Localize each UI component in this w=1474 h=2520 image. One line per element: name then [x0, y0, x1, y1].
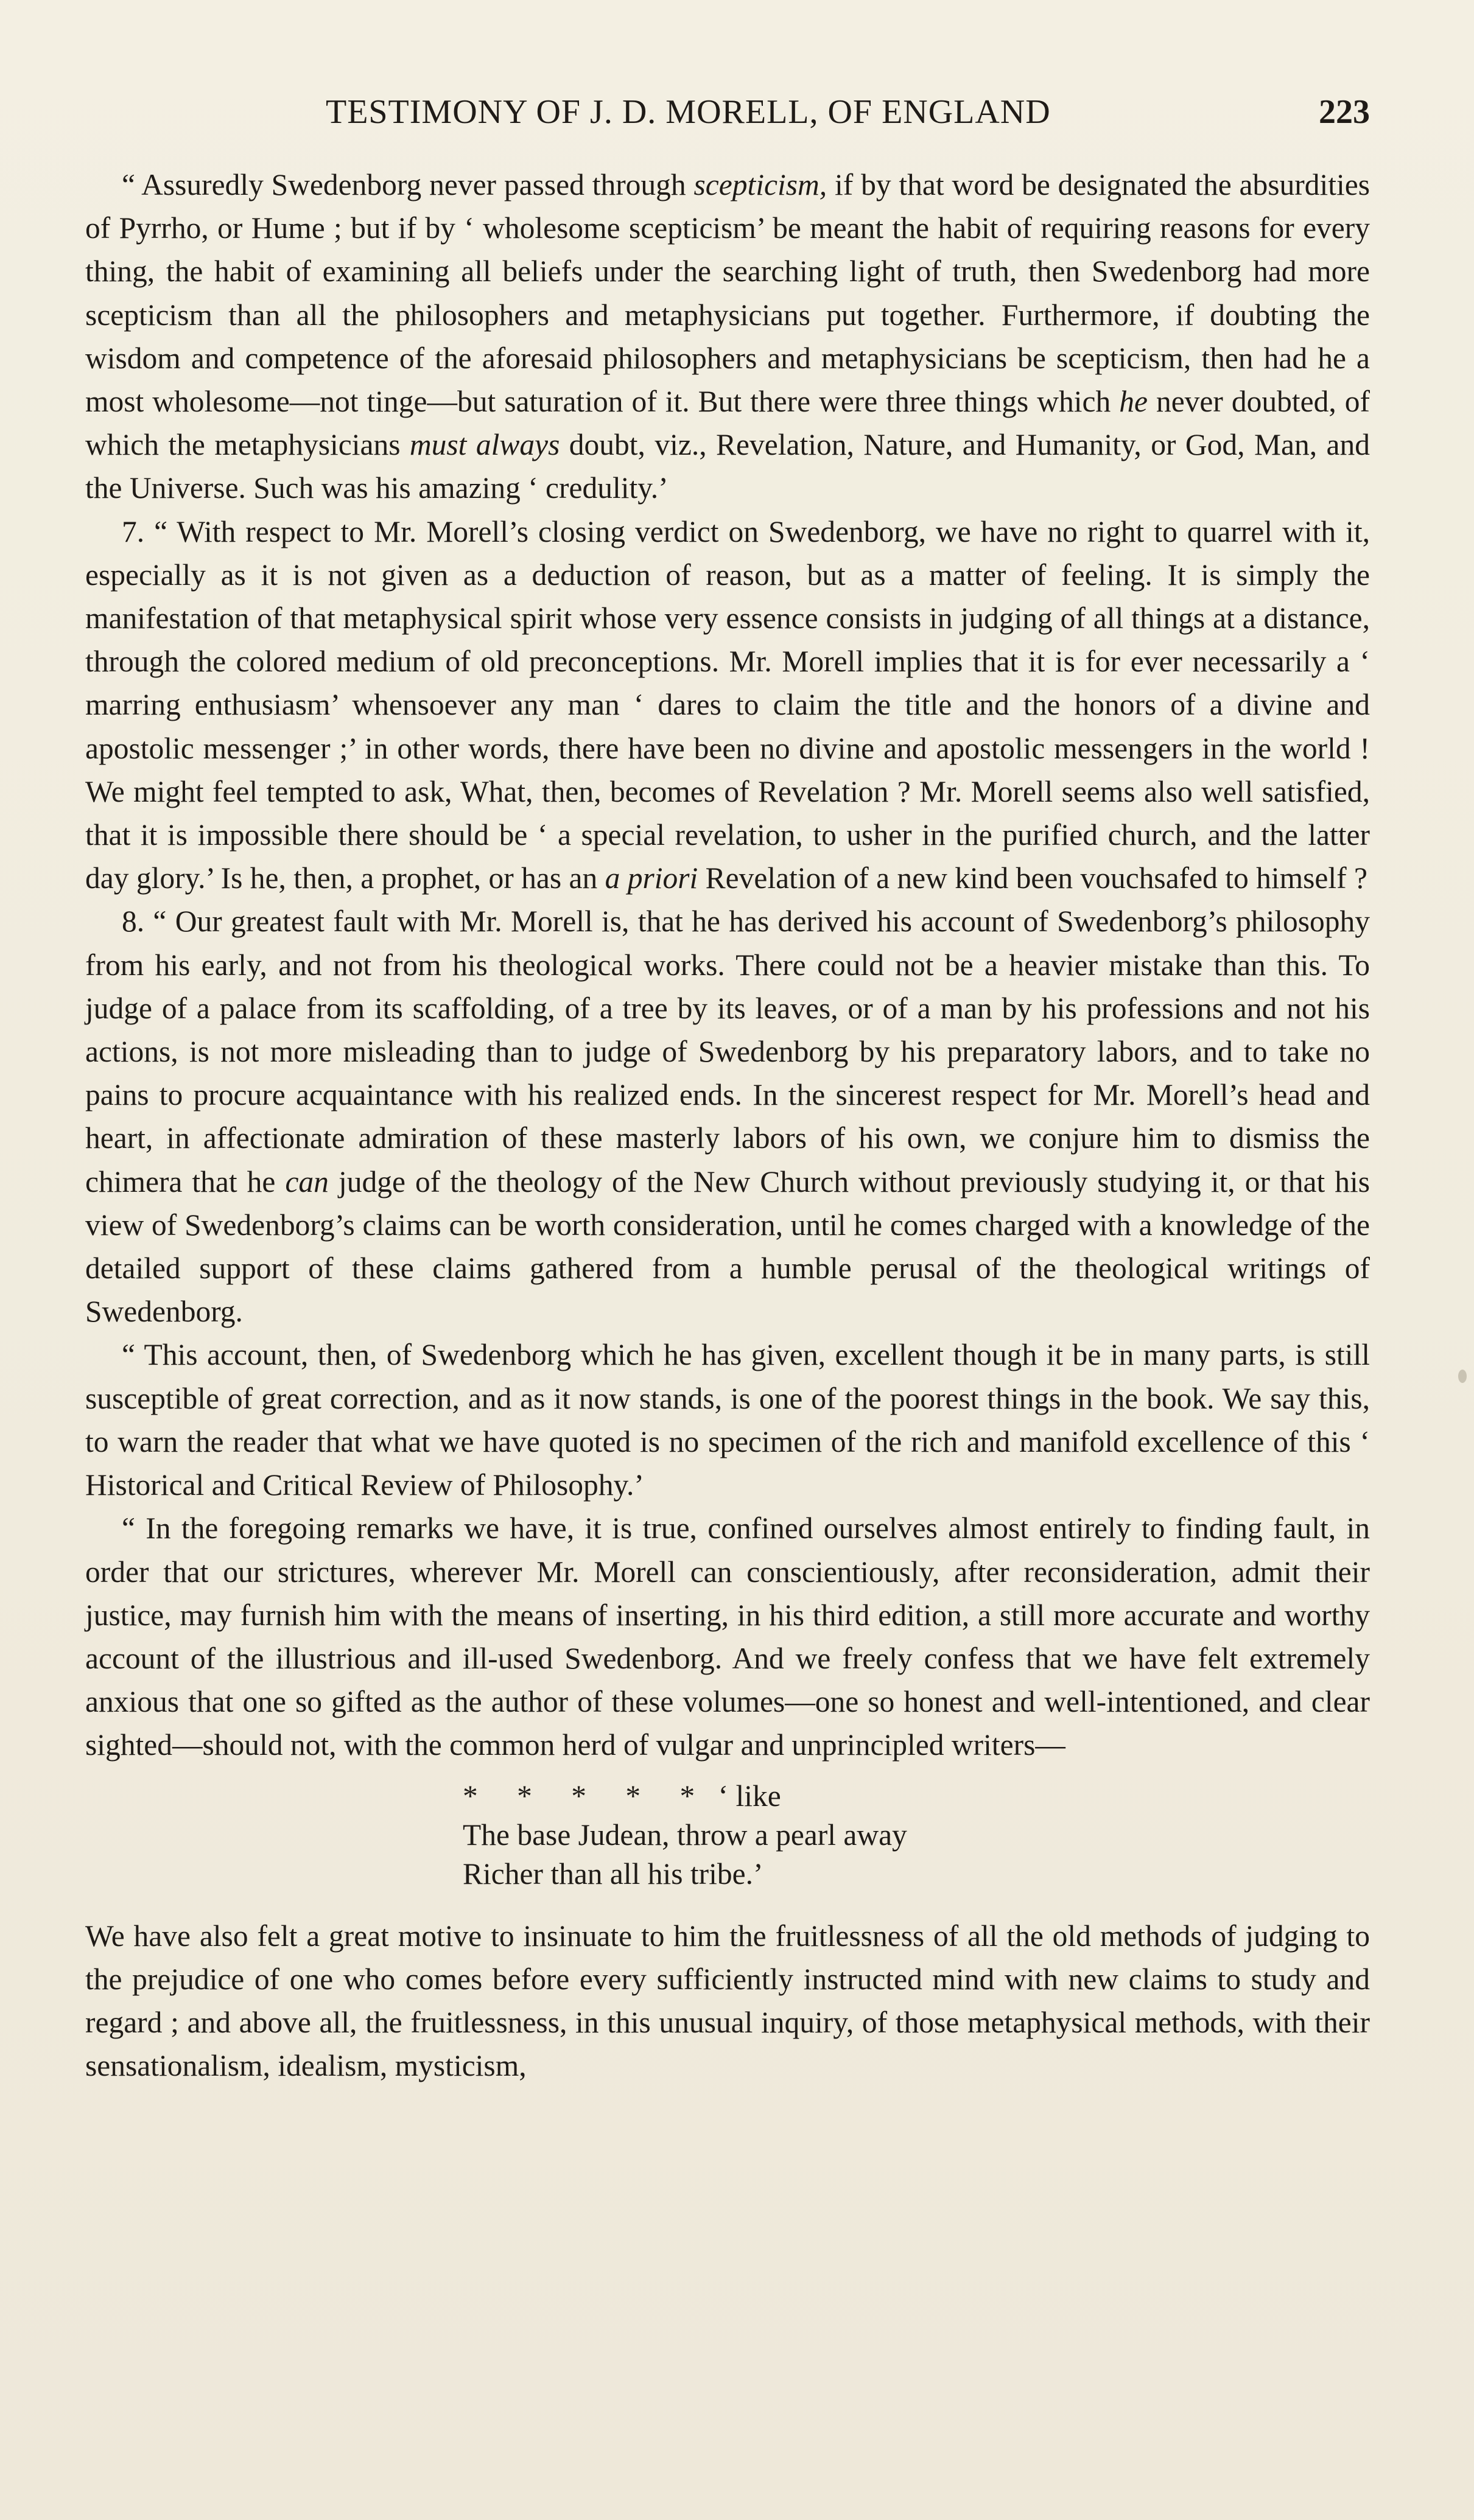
text-run: 7. “ With respect to Mr. Morell’s closing verdict on Swedenborg, we have no right to quarrel with it, especially as it is not given as a deduction of reason, but as a matter of feeling. It is simply the manifestation of that metaphysical spirit whose very essence consists in judging of all things at a distance, through the colored medium of old preconceptions. Mr. Morell implies that it is for ever necessarily a ‘ marring enthusiasm’ whensoever any man ‘ dares to claim the title and the honors of a divine and apostolic messenger ;’ in other words, there have been no divine and apostolic messengers in the world ! We might feel tempted to ask, What, then, becomes of Revelation ? Mr. Morell seems also well satisfied, that it is impossible there should be ‘ a special revelation, to usher in the purified church, and the latter day glory.’ Is he, then, a prophet, or has an: [85, 514, 1370, 895]
italic-run: must always: [409, 428, 560, 462]
paragraph-8: [85, 900, 1370, 1333]
text-run: never doubted, of which the metaphysicians: [85, 385, 1370, 462]
italic-run: can: [285, 1164, 329, 1199]
verse-line-3: Richer than all his tribe.’: [463, 1857, 763, 1891]
verse-line-2: The base Judean, throw a pearl away: [463, 1818, 907, 1852]
text-run: doubt, viz., Revelation, Nature, and Humanity, or God, Man, and the Universe. Such was his amazing ‘ credulity.’: [85, 428, 1370, 505]
page-number: 223: [1319, 93, 1370, 131]
body-text: [85, 163, 1370, 2087]
margin-mark: [1458, 1370, 1467, 1383]
text-run: Revelation of a new kind been vouchsafed to himself ?: [698, 861, 1367, 895]
verse-text: ‘ like: [718, 1779, 781, 1813]
page-header: [85, 93, 1370, 141]
paragraph-foregoing: “ In the foregoing remarks we have, it is true, confined ourselves almost entirely to finding fault, in order that our strictures, wherever Mr. Morell can conscientiously, after reconsideration, admit their justice, may furnish him with the means of inserting, in his third edition, a still more accurate and worthy account of the illustrious and ill-used Swedenborg. And we freely confess that we have felt extremely anxious that one so gifted as the author of these volumes—one so honest and well-intentioned, and clear sighted—should not, with the common herd of vulgar and unprincipled writers—: [85, 1511, 1370, 1762]
paragraph-account: “ This account, then, of Swedenborg which he has given, excellent though it be in many parts, is still susceptible of great correction, and as it now stands, is one of the poorest things in the book. We say this, to warn the reader that what we have quoted is no specimen of the rich and manifold excellence of this ‘ Historical and Critical Review of Philosophy.’: [85, 1338, 1370, 1502]
text-run: if by that word be designated the absurdities of Pyrrho, or Hume ; but if by ‘ wholesome scepticism’ be meant the habit of requiring reasons for every thing, the habit of examining all beliefs under the searching light of truth, then Swedenborg had more scepticism than all the philosophers and metaphysicians put together. Furthermore, if doubting the wisdom and competence of the aforesaid philosophers and metaphysicians be scepticism, then had he a most wholesome—not tinge—but saturation of it. But there were three things which: [85, 168, 1370, 419]
text-run: judge of the theology of the New Church without previously studying it, or that his view of Swedenborg’s claims can be worth consideration, until he comes charged with a knowledge of the detailed support of these claims gathered from a humble perusal of the theological writings of Swedenborg.: [85, 1164, 1370, 1329]
verse-stars: * * * * *: [463, 1779, 711, 1813]
italic-run: a priori: [605, 861, 698, 895]
text-run: 8. “ Our greatest fault with Mr. Morell is, that he has derived his account of Swedenborg’s philosophy from his early, and not from his theological works. There could not be a heavier mistake than this. To judge of a palace from its scaffolding, of a tree by its leaves, or of a man by his professions and not his actions, is not more misleading than to judge of Swedenborg by his preparatory labors, and to take no pains to procure acquaintance with his realized ends. In the sincerest respect for Mr. Morell’s head and heart, in affectionate admiration of these masterly labors of his own, we conjure him to dismiss the chimera that he: [85, 905, 1370, 1199]
running-title: TESTIMONY OF J. D. MORELL, OF ENGLAND: [326, 93, 1051, 131]
verse-quotation: [85, 1777, 1370, 1894]
italic-run: he: [1119, 385, 1148, 419]
italic-run: scepticism,: [693, 168, 827, 201]
paragraph-motive: We have also felt a great motive to insinuate to him the fruitlessness of all the old methods of judging to the prejudice of one who comes before every sufficiently instructed mind with new claims to study and regard ; and above all, the fruitlessness, in this unusual inquiry, of those metaphysical methods, with their sensationalism, idealism, mysticism,: [85, 1919, 1370, 2083]
text-run: “ Assuredly Swedenborg never passed through: [122, 168, 686, 201]
verse-line-1: [463, 1777, 1370, 1816]
paragraph-scepticism: [85, 163, 1370, 510]
paragraph-7: [85, 510, 1370, 900]
